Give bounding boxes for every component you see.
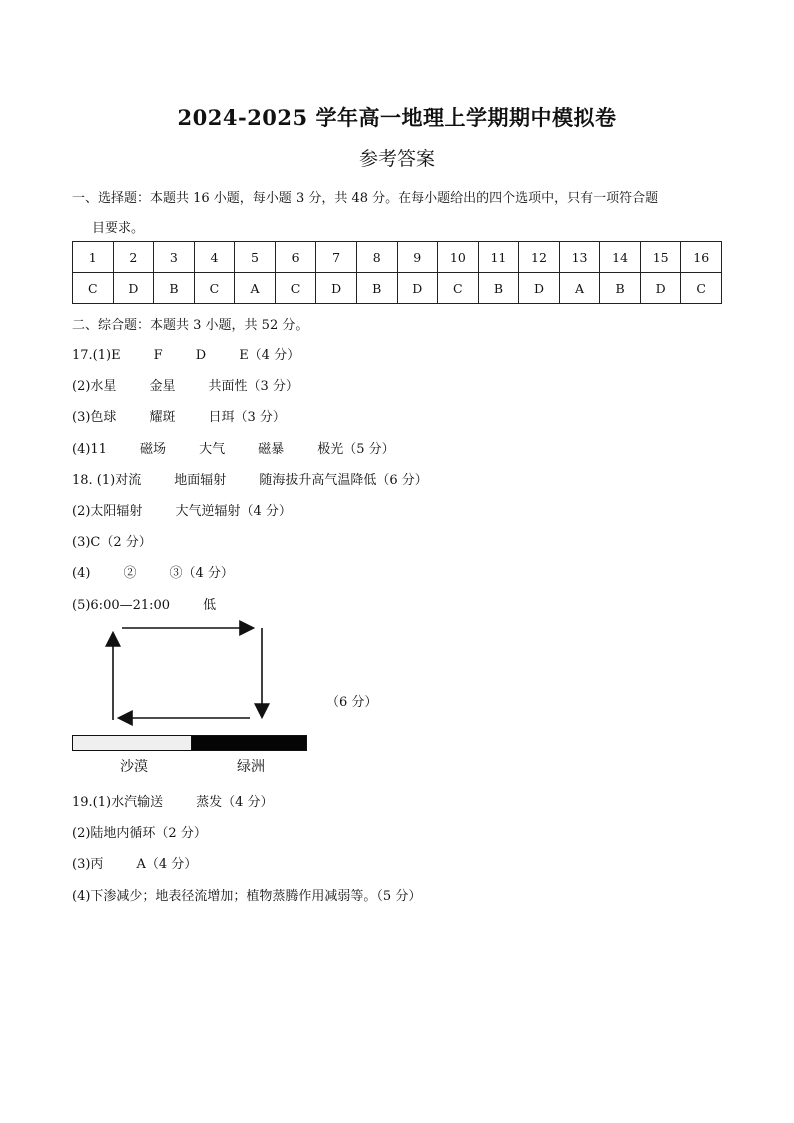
q18-part2: (2)太阳辐射 大气逆辐射（4 分） [72, 504, 292, 519]
section-choice-line2: 目要求。 [92, 221, 145, 236]
answer-cell: D [113, 273, 154, 304]
answer-cell: C [194, 273, 235, 304]
answer-cell: D [519, 273, 560, 304]
answer-cell: B [600, 273, 641, 304]
question-number-cell: 4 [194, 242, 235, 273]
section-comprehensive-heading: 二、综合题：本题共 3 小题，共 52 分。 [72, 318, 309, 333]
q17-part1: 17.(1)E F D E（4 分） [72, 348, 301, 363]
q18-part1: 18. (1)对流 地面辐射 随海拔升高气温降低（6 分） [72, 473, 428, 488]
page-subtitle: 参考答案 [358, 148, 435, 170]
answer-cell: B [154, 273, 195, 304]
answer-cell: C [438, 273, 479, 304]
q19-part2: (2)陆地内循环（2 分） [72, 826, 207, 841]
question-number-cell: 1 [73, 242, 114, 273]
q19-part4: (4)下渗减少；地表径流增加；植物蒸腾作用减弱等。（5 分） [72, 889, 422, 904]
oasis-label: 绿洲 [237, 759, 265, 775]
surface-bar [72, 735, 307, 751]
answer-table-answer-row [73, 273, 722, 304]
answer-cell: C [73, 273, 114, 304]
question-number-cell: 11 [478, 242, 519, 273]
answer-table-number-row [73, 242, 722, 273]
answer-cell: D [316, 273, 357, 304]
answer-cell: A [235, 273, 276, 304]
section-choice-instructions [72, 184, 727, 244]
question-number-cell: 3 [154, 242, 195, 273]
answer-cell: C [681, 273, 722, 304]
question-number-cell: 5 [235, 242, 276, 273]
answer-cell: B [356, 273, 397, 304]
desert-segment [73, 736, 192, 750]
answer-cell: D [640, 273, 681, 304]
question-number-cell: 13 [559, 242, 600, 273]
answer-cell: C [275, 273, 316, 304]
q17-part2: (2)水星 金星 共面性（3 分） [72, 379, 299, 394]
answer-table [72, 241, 722, 304]
q18-part4: (4) ② ③（4 分） [72, 566, 234, 581]
q17-part3: (3)色球 耀斑 日珥（3 分） [72, 410, 286, 425]
desert-label: 沙漠 [120, 759, 148, 775]
q18-part3: (3)C（2 分） [72, 535, 152, 550]
section-choice-line1: 一、选择题：本题共 16 小题，每小题 3 分，共 48 分。在每小题给出的四个选项中，只有一项符合题 [72, 191, 659, 206]
question-number-cell: 16 [681, 242, 722, 273]
answer-cell: A [559, 273, 600, 304]
q18-part5: (5)6:00—21:00 低 [72, 598, 217, 613]
question-number-cell: 12 [519, 242, 560, 273]
answer-cell: B [478, 273, 519, 304]
q19-part3: (3)丙 A（4 分） [72, 857, 198, 872]
question-number-cell: 2 [113, 242, 154, 273]
question-number-cell: 9 [397, 242, 438, 273]
question-number-cell: 15 [640, 242, 681, 273]
answer-cell: D [397, 273, 438, 304]
q19-part1: 19.(1)水汽输送 蒸发（4 分） [72, 795, 274, 810]
question-number-cell: 7 [316, 242, 357, 273]
question-number-cell: 8 [356, 242, 397, 273]
oasis-segment [192, 736, 306, 750]
q17-part4: (4)11 磁场 大气 磁暴 极光（5 分） [72, 442, 395, 457]
question-number-cell: 14 [600, 242, 641, 273]
page-title: 2024-2025 学年高一地理上学期期中模拟卷 [177, 105, 617, 130]
diagram-score: （6 分） [326, 695, 378, 710]
question-number-cell: 10 [438, 242, 479, 273]
question-number-cell: 6 [275, 242, 316, 273]
